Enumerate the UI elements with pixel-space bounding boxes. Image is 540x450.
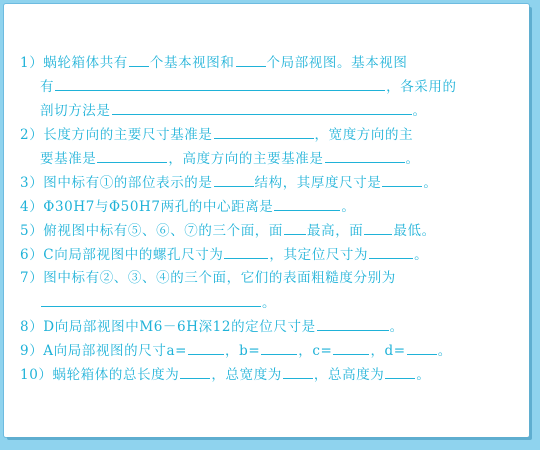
question-9-blank-d[interactable] bbox=[407, 340, 437, 355]
question-1-blank-4[interactable] bbox=[112, 100, 412, 115]
question-9-line bbox=[20, 340, 452, 360]
question-1-blank-3[interactable] bbox=[55, 76, 385, 91]
question-1-line-1 bbox=[20, 52, 408, 72]
question-4-line bbox=[20, 196, 356, 216]
question-2-line-1 bbox=[20, 124, 413, 144]
question-6-line bbox=[20, 244, 428, 264]
question-1-text-g: 。 bbox=[412, 103, 427, 119]
question-1-text-e: ，各采用的 bbox=[386, 79, 457, 95]
question-1-blank-2[interactable] bbox=[236, 52, 266, 67]
question-5-text-a: 5）俯视图中标有⑤、⑥、⑦的三个面，面 bbox=[20, 223, 283, 239]
question-10-blank-2[interactable] bbox=[283, 364, 313, 379]
question-8-text-b: 。 bbox=[389, 319, 404, 335]
question-9-blank-a[interactable] bbox=[188, 340, 224, 355]
question-5-line bbox=[20, 220, 436, 240]
question-3-line bbox=[20, 172, 438, 192]
question-5-text-c: 最低。 bbox=[393, 223, 436, 239]
question-1-line-3 bbox=[40, 100, 427, 120]
question-10-blank-1[interactable] bbox=[180, 364, 210, 379]
question-1-line-2 bbox=[40, 76, 457, 96]
question-4-blank-1[interactable] bbox=[274, 196, 340, 211]
question-5-text-b: 最高，面 bbox=[307, 223, 364, 239]
question-2-text-e: 。 bbox=[405, 151, 420, 167]
question-2-text-c: 要基准是 bbox=[40, 151, 97, 167]
question-3-text-a: 3）图中标有①的部位表示的是 bbox=[20, 175, 213, 191]
question-2-blank-3[interactable] bbox=[325, 148, 405, 163]
question-9-text-e: 。 bbox=[437, 343, 452, 359]
question-7-text-b: 。 bbox=[262, 295, 277, 311]
question-6-text-c: 。 bbox=[414, 247, 429, 263]
question-8-blank-1[interactable] bbox=[317, 316, 389, 331]
question-9-blank-b[interactable] bbox=[261, 340, 297, 355]
question-5-blank-1[interactable] bbox=[284, 220, 306, 235]
question-2-text-b: ，宽度方向的主 bbox=[314, 127, 414, 143]
question-1-text-b: 个基本视图和 bbox=[149, 55, 235, 71]
question-6-text-b: ，其定位尺寸为 bbox=[269, 247, 369, 263]
question-9-text-b: ，b= bbox=[225, 343, 261, 359]
question-3-text-b: 结构，其厚度尺寸是 bbox=[254, 175, 382, 191]
question-2-blank-1[interactable] bbox=[214, 124, 314, 139]
question-7-blank-1[interactable] bbox=[41, 292, 261, 307]
question-8-line bbox=[20, 316, 404, 336]
question-2-line-2 bbox=[40, 148, 420, 168]
question-2-blank-2[interactable] bbox=[97, 148, 167, 163]
question-1-text-f: 剖切方法是 bbox=[40, 103, 111, 119]
question-2-text-a: 2）长度方向的主要尺寸基准是 bbox=[20, 127, 213, 143]
question-6-blank-1[interactable] bbox=[224, 244, 268, 259]
question-8-text-a: 8）D向局部视图中M6－6H深12的定位尺寸是 bbox=[20, 319, 316, 335]
question-4-text-b: 。 bbox=[341, 199, 356, 215]
question-2-text-d: ，高度方向的主要基准是 bbox=[168, 151, 324, 167]
question-6-blank-2[interactable] bbox=[369, 244, 413, 259]
question-5-blank-2[interactable] bbox=[364, 220, 392, 235]
question-1-text-a: 1）蜗轮箱体共有 bbox=[20, 55, 128, 71]
question-9-blank-c[interactable] bbox=[333, 340, 369, 355]
question-7-text-a: 7）图中标有②、③、④的三个面，它们的表面粗糙度分别为 bbox=[20, 270, 396, 286]
question-10-line bbox=[20, 364, 431, 384]
question-9-text-d: ，d= bbox=[370, 343, 406, 359]
question-10-text-c: ，总高度为 bbox=[313, 367, 385, 383]
question-4-text-a: 4）Φ30H7与Φ50H7两孔的中心距离是 bbox=[20, 199, 274, 215]
question-10-text-b: ，总宽度为 bbox=[211, 367, 282, 383]
question-1-text-c: 个局部视图。基本视图 bbox=[266, 55, 408, 71]
question-7-line-2 bbox=[40, 292, 276, 312]
question-9-text-a: 9）A向局部视图的尺寸a= bbox=[20, 343, 187, 359]
question-7-line-1 bbox=[20, 268, 396, 288]
question-3-text-c: 。 bbox=[423, 175, 438, 191]
question-3-blank-1[interactable] bbox=[214, 172, 254, 187]
question-10-text-d: 。 bbox=[416, 367, 431, 383]
question-9-text-c: ，c= bbox=[298, 343, 333, 359]
question-10-text-a: 10）蜗轮箱体的总长度为 bbox=[20, 367, 180, 383]
question-10-blank-3[interactable] bbox=[385, 364, 415, 379]
question-1-blank-1[interactable] bbox=[129, 52, 149, 67]
question-3-blank-2[interactable] bbox=[382, 172, 422, 187]
question-1-text-d: 有 bbox=[40, 79, 55, 95]
question-6-text-a: 6）C向局部视图中的螺孔尺寸为 bbox=[20, 247, 224, 263]
